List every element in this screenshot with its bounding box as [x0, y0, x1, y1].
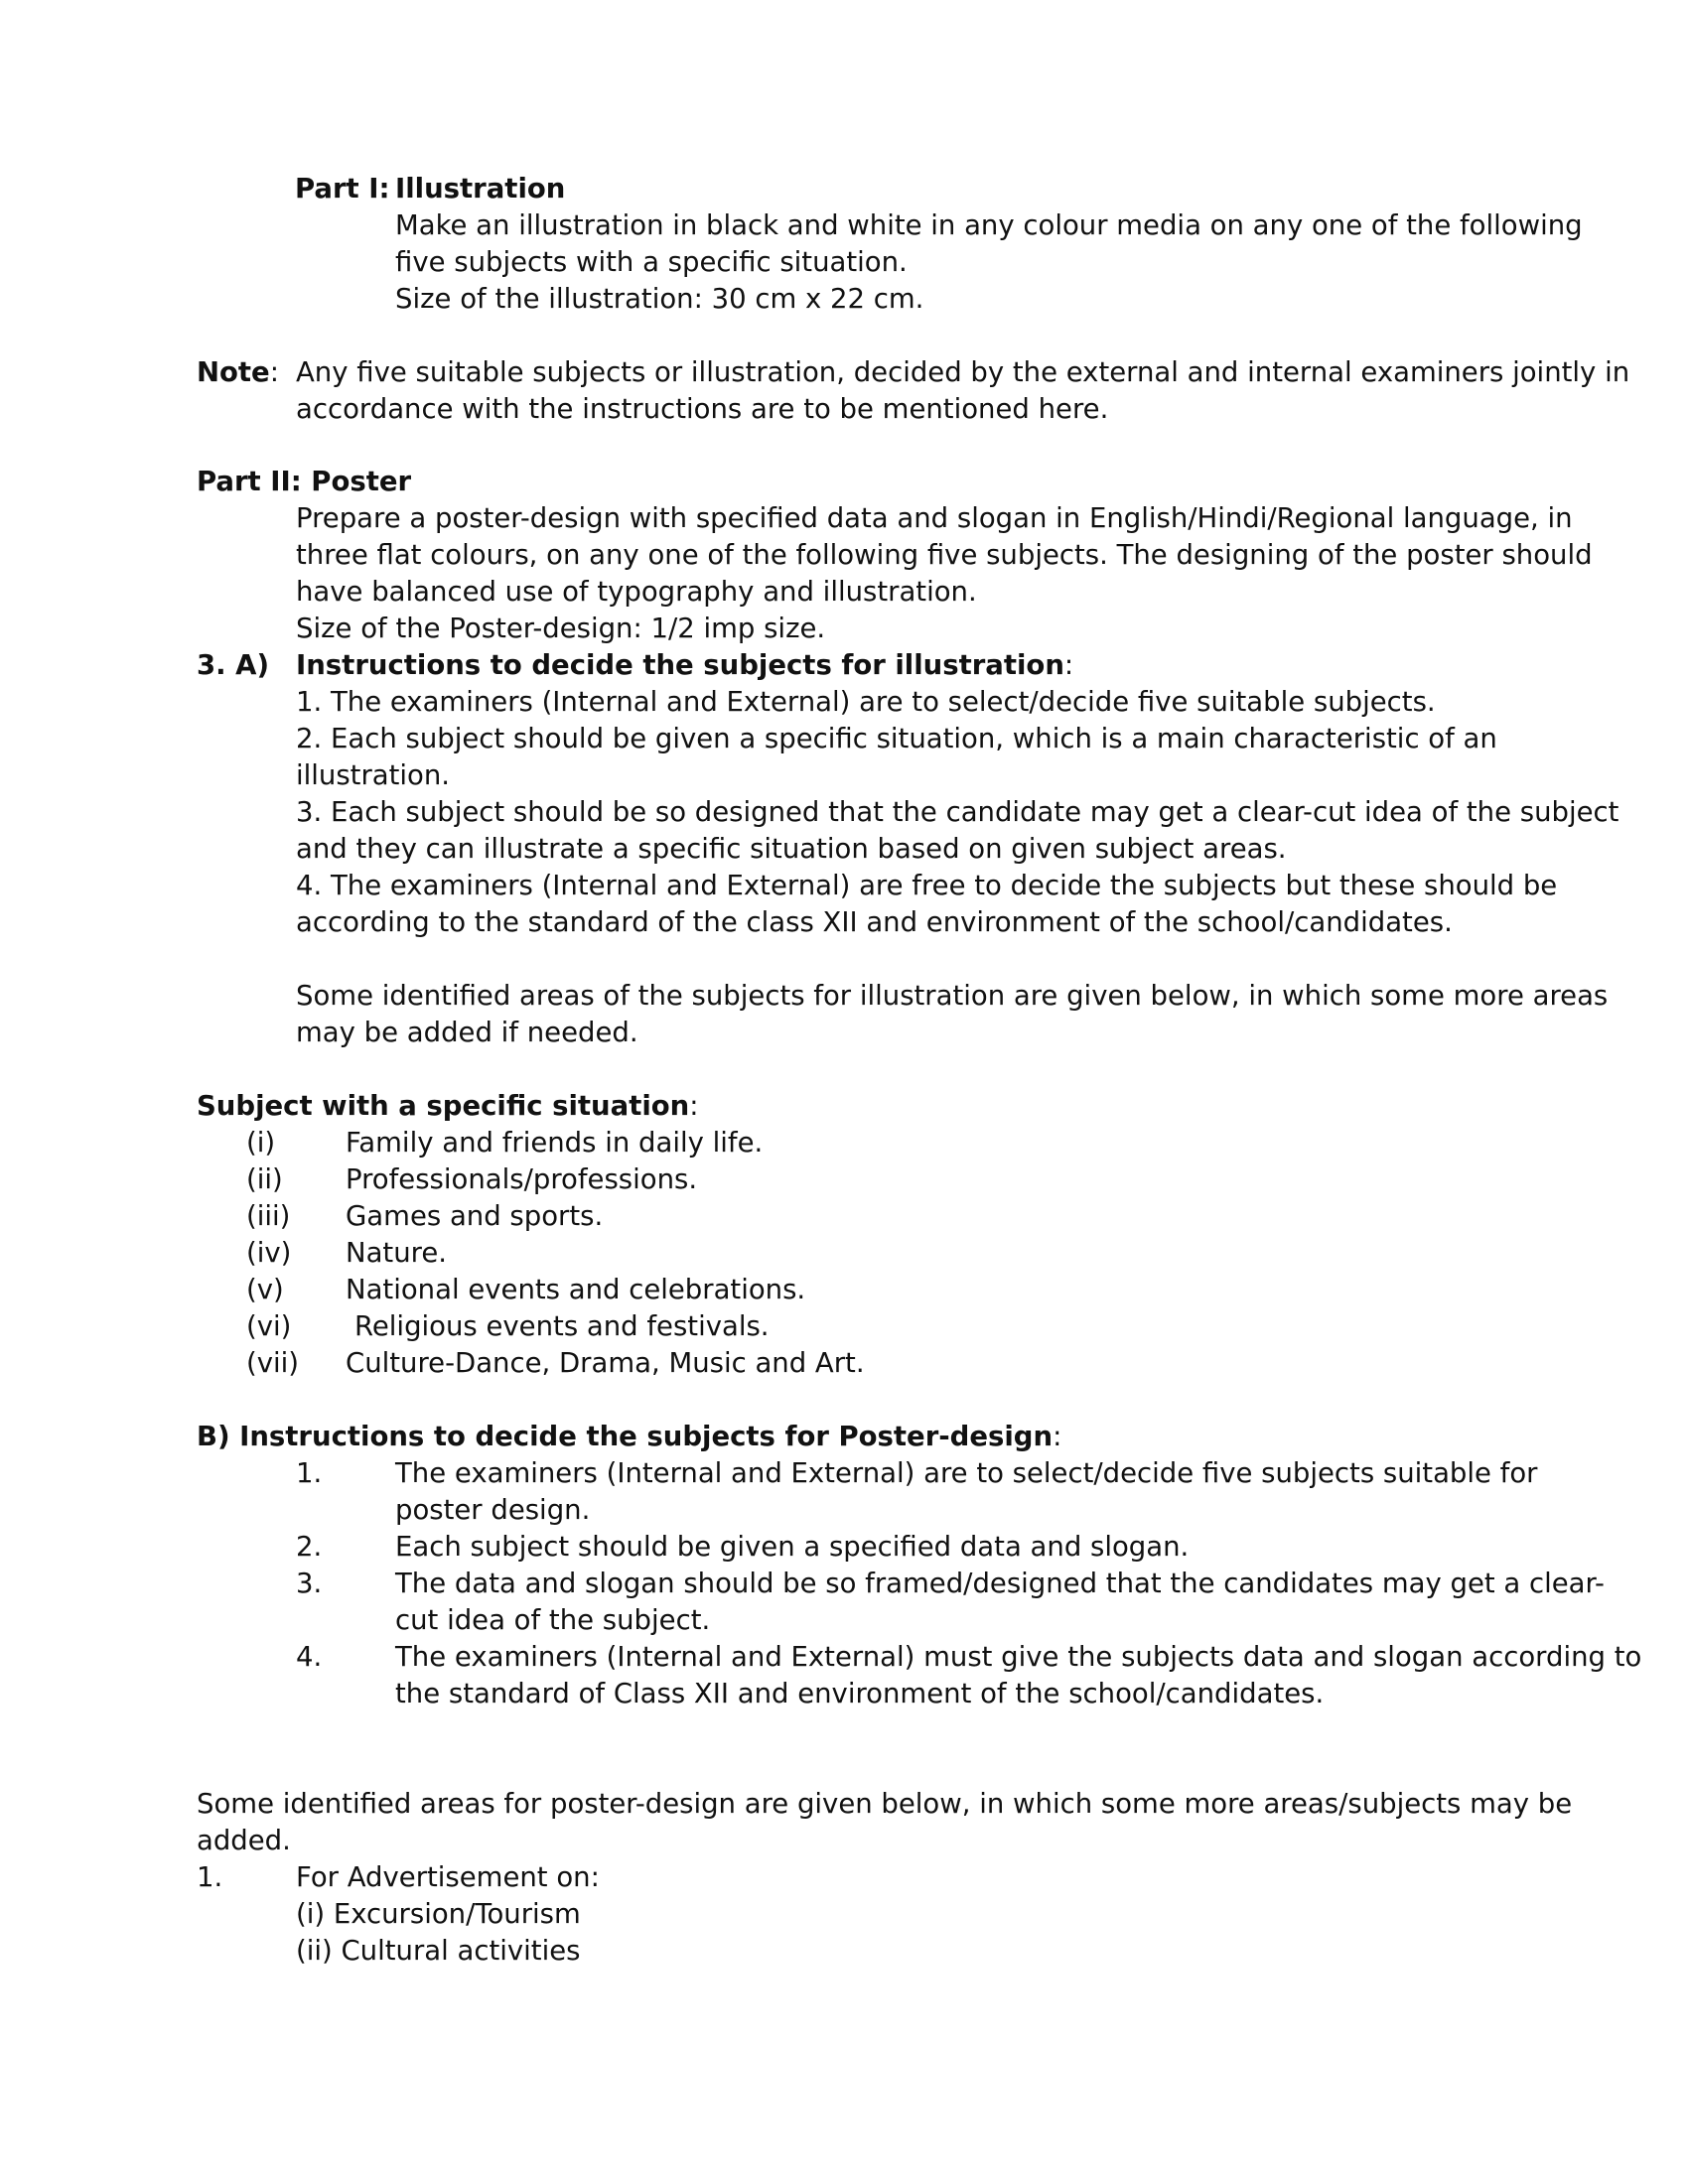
part1-heading — [295, 171, 390, 207]
section3b-number: 4. — [296, 1641, 323, 1673]
poster-area-subitem: (i) Excursion/Tourism — [296, 1898, 581, 1930]
section3b-line: poster design. — [395, 1494, 591, 1526]
note-label: Note: — [197, 356, 279, 388]
part1-title: Illustration — [395, 173, 566, 205]
section3b-line: The examiners (Internal and External) must give the subjects data and slogan according to — [395, 1641, 1642, 1673]
part1-line: five subjects with a specific situation. — [395, 246, 908, 278]
part1-line: Make an illustration in black and white in any colour media on any one of the following — [395, 209, 1583, 241]
section3b-line: The examiners (Internal and External) are to select/decide five subjects suitable for — [395, 1457, 1538, 1489]
note-line: accordance with the instructions are to be mentioned here. — [296, 393, 1109, 425]
subjects-heading: Subject with a specific situation: — [197, 1090, 699, 1122]
subject-text: Culture-Dance, Drama, Music and Art. — [346, 1347, 865, 1379]
section3a-areas-line: Some identified areas of the subjects for illustration are given below, in which some more areas — [296, 980, 1609, 1012]
section3b-line: The data and slogan should be so framed/designed that the candidates may get a clear- — [395, 1568, 1605, 1599]
subject-text: Nature. — [346, 1237, 447, 1269]
poster-area-number: 1. — [197, 1861, 223, 1893]
subject-number: (vii) — [246, 1347, 300, 1379]
subject-number: (vi) — [246, 1310, 292, 1342]
part2-line: Prepare a poster-design with specified data and slogan in English/Hindi/Regional language, in — [296, 502, 1573, 534]
section3b-line: Each subject should be given a specified data and slogan. — [395, 1531, 1190, 1563]
poster-area-text: For Advertisement on: — [296, 1861, 600, 1893]
part2-heading: Part II: Poster — [197, 466, 412, 497]
section3a-number: 3. A) — [197, 649, 270, 681]
part2-line: Size of the Poster-design: 1/2 imp size. — [296, 613, 826, 644]
part2-line: have balanced use of typography and illustration. — [296, 576, 977, 608]
part1-line: Size of the illustration: 30 cm x 22 cm. — [395, 283, 924, 315]
subject-text: Religious events and festivals. — [354, 1310, 770, 1342]
subject-text: National events and celebrations. — [346, 1274, 806, 1305]
part2-line: three flat colours, on any one of the following five subjects. The designing of the poster should — [296, 539, 1593, 571]
section3b-line: the standard of Class XII and environment of the school/candidates. — [395, 1678, 1325, 1709]
subject-number: (iii) — [246, 1200, 291, 1232]
section3a-line: 4. The examiners (Internal and External) are free to decide the subjects but these should be — [296, 870, 1558, 901]
section3b-heading: B) Instructions to decide the subjects for Poster-design: — [197, 1421, 1062, 1452]
section3a-line: according to the standard of the class XII and environment of the school/candidates. — [296, 906, 1453, 938]
subject-text: Family and friends in daily life. — [346, 1127, 764, 1159]
part1-label: Part I: — [295, 173, 390, 205]
subject-number: (v) — [246, 1274, 284, 1305]
poster-areas-line: Some identified areas for poster-design are given below, in which some more areas/subjects may be — [197, 1788, 1573, 1820]
section3a-heading: Instructions to decide the subjects for illustration: — [296, 649, 1074, 681]
section3a-line: 3. Each subject should be so designed that the candidate may get a clear-cut idea of the subject — [296, 796, 1619, 828]
section3b-number: 2. — [296, 1531, 323, 1563]
subject-text: Games and sports. — [346, 1200, 604, 1232]
section3a-line: illustration. — [296, 759, 451, 791]
section3a-line: and they can illustrate a specific situation based on given subject areas. — [296, 833, 1287, 865]
section3a-line: 1. The examiners (Internal and External) are to select/decide five suitable subjects. — [296, 686, 1436, 718]
poster-area-subitem: (ii) Cultural activities — [296, 1935, 581, 1967]
note-line: Any five suitable subjects or illustration, decided by the external and internal examiners jointly in — [296, 356, 1630, 388]
section3a-areas-line: may be added if needed. — [296, 1017, 638, 1048]
subject-text: Professionals/professions. — [346, 1163, 698, 1195]
poster-areas-line: added. — [197, 1825, 291, 1856]
subject-number: (ii) — [246, 1163, 283, 1195]
section3b-number: 3. — [296, 1568, 323, 1599]
section3b-line: cut idea of the subject. — [395, 1604, 711, 1636]
subject-number: (i) — [246, 1127, 276, 1159]
section3a-line: 2. Each subject should be given a specific situation, which is a main characteristic of an — [296, 723, 1497, 754]
subject-number: (iv) — [246, 1237, 292, 1269]
section3b-number: 1. — [296, 1457, 323, 1489]
